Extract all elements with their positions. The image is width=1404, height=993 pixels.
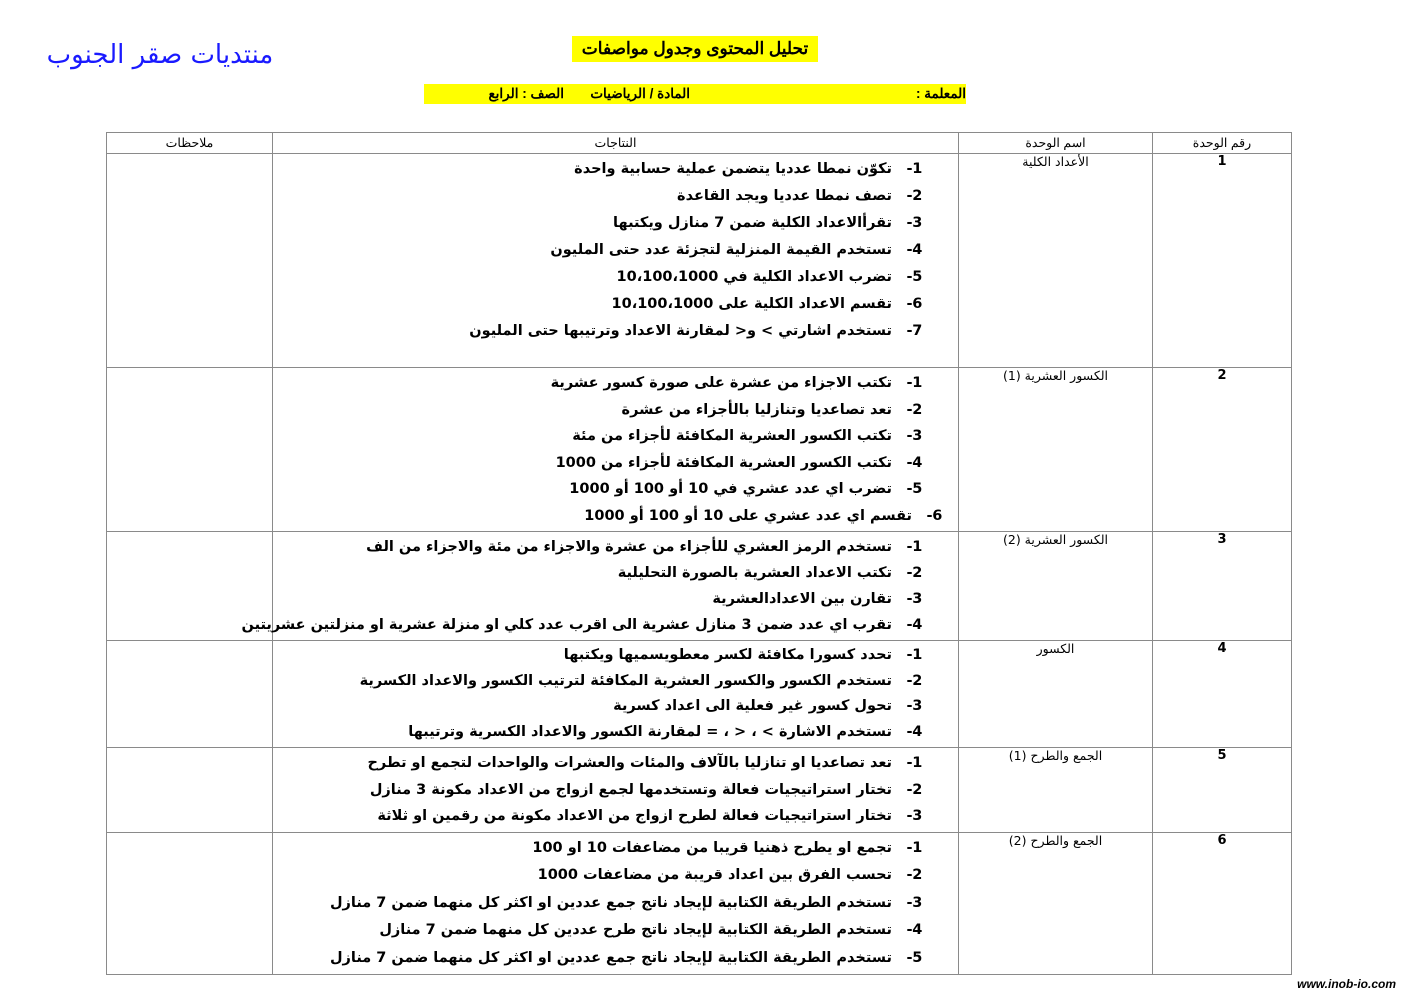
- unit-number: 5: [1153, 748, 1292, 833]
- outcome-item: 5-تضرب اي عدد عشري في 10 أو 100 أو 1000: [569, 481, 922, 497]
- outcome-item: 2-تصف نمطا عدديا ويجد القاعدة: [677, 188, 922, 204]
- unit-name: الكسور العشرية (1): [959, 368, 1153, 532]
- outcome-item: 3-تستخدم الطريقة الكتابية لإيجاد ناتج جمع عددين او اكثر كل منهما ضمن 7 منازل: [329, 894, 922, 911]
- unit-number: 4: [1153, 641, 1292, 748]
- unit-name: الكسور العشرية (2): [959, 532, 1153, 641]
- table-row: [107, 748, 1292, 833]
- outcome-item: 4-تقرب اي عدد ضمن 3 منازل عشرية الى اقرب عدد كلي او منزلة عشرية او منزلتين عشريتين: [241, 617, 922, 633]
- unit-number: 2: [1153, 368, 1292, 532]
- outcomes-list: [273, 748, 958, 832]
- outcomes-list: [241, 532, 958, 640]
- unit-name: الكسور: [959, 641, 1153, 748]
- unit-number: 6: [1153, 832, 1292, 975]
- column-header-unit-number: رقم الوحدة: [1153, 133, 1292, 154]
- unit-name: الأعداد الكلية: [959, 154, 1153, 368]
- table-row: [107, 532, 1292, 641]
- outcome-item: 4-تستخدم الاشارة > ، < ، = لمقارنة الكسور والاعداد الكسرية وترتيبها: [408, 723, 922, 740]
- notes-cell: [107, 832, 273, 975]
- column-header-outcomes: النتاجات: [273, 133, 959, 154]
- outcomes-cell: [273, 832, 959, 975]
- outcome-item: 5-تستخدم الطريقة الكتابية لإيجاد ناتج جمع عددين او اكثر كل منهما ضمن 7 منازل: [329, 949, 922, 966]
- column-header-notes: ملاحظات: [107, 133, 273, 154]
- grade-label: الصف : الرابع: [488, 86, 564, 101]
- document-title: تحليل المحتوى وجدول مواصفات: [572, 36, 818, 62]
- unit-number: 1: [1153, 154, 1292, 368]
- outcomes-list: [273, 154, 958, 347]
- outcome-item: 1-تستخدم الرمز العشري للأجزاء من عشرة والاجزاء من مئة والاجزاء من الف: [366, 539, 922, 555]
- outcome-item: 1-تحدد كسورا مكافئة لكسر معطويسميها ويكتبها: [563, 647, 922, 663]
- outcome-item: 3-تقرأالاعداد الكلية ضمن 7 منازل ويكتبها: [613, 215, 922, 231]
- notes-cell: [107, 154, 273, 368]
- outcome-item: 3-تختار استراتيجيات فعالة لطرح ازواج من الاعداد مكونة من رقمين او ثلاثة: [377, 808, 922, 824]
- outcome-item: 4-تستخدم القيمة المنزلية لتجزئة عدد حتى المليون: [550, 242, 922, 258]
- outcomes-list: [273, 833, 958, 975]
- table-row: [107, 368, 1292, 532]
- outcome-item: 1-تكوّن نمطا عدديا يتضمن عملية حسابية واحدة: [574, 161, 922, 177]
- notes-cell: [107, 368, 273, 532]
- outcome-item: 1-تكتب الاجزاء من عشرة على صورة كسور عشرية: [550, 375, 922, 391]
- subject-label: المادة / الرياضيات: [590, 86, 690, 101]
- outcome-item: 3-تحول كسور غير فعلية الى اعداد كسرية: [613, 698, 922, 714]
- outcomes-list: [273, 641, 958, 747]
- outcome-item: 3-تقارن بين الاعدادالعشرية: [712, 591, 922, 607]
- unit-number: 3: [1153, 532, 1292, 641]
- notes-cell: [107, 748, 273, 833]
- outcomes-cell: [241, 532, 959, 641]
- specification-table: [106, 132, 1292, 975]
- outcome-item: 7-تستخدم اشارتي > و< لمقارنة الاعداد وترتيبها حتى المليون: [469, 323, 922, 339]
- outcome-item: 5-تضرب الاعداد الكلية في 10،100،1000: [616, 269, 922, 285]
- outcome-item: 1-تعد تصاعديا او تنازليا بالآلاف والمئات والعشرات والواحدات لتجمع او تطرح: [367, 755, 922, 771]
- outcomes-cell: [273, 154, 959, 368]
- outcomes-cell: [273, 641, 959, 748]
- footer-watermark-url: www.inob-io.com: [1297, 977, 1396, 991]
- outcome-item: 4-تستخدم الطريقة الكتابية لإيجاد ناتج طرح عددين كل منهما ضمن 7 منازل: [379, 922, 922, 938]
- column-header-unit-name: اسم الوحدة: [959, 133, 1153, 154]
- table-header-row: [107, 133, 1292, 154]
- outcome-item: 2-تحسب الفرق بين اعداد قريبة من مضاعفات 1000: [537, 867, 922, 883]
- outcome-item: 2-تعد تصاعديا وتنازليا بالأجزاء من عشرة: [621, 401, 922, 418]
- outcome-item: 3-تكتب الكسور العشرية المكافئة لأجزاء من مئة: [572, 428, 922, 444]
- site-brand: منتديات صقر الجنوب: [46, 40, 274, 70]
- outcome-item: 6-تقسم اي عدد عشري على 10 أو 100 أو 1000: [584, 507, 942, 524]
- unit-name: الجمع والطرح (1): [959, 748, 1153, 833]
- table-row: [107, 154, 1292, 368]
- outcome-item: 6-تقسم الاعداد الكلية على 10،100،1000: [611, 296, 922, 312]
- outcomes-cell: [273, 748, 959, 833]
- outcome-item: 2-تختار استراتيجيات فعالة وتستخدمها لجمع ازواج من الاعداد مكونة 3 منازل: [369, 781, 922, 798]
- outcome-item: 2-تستخدم الكسور والكسور العشرية المكافئة لترتيب الكسور والاعداد الكسرية: [359, 672, 922, 689]
- outcome-item: 4-تكتب الكسور العشرية المكافئة لأجزاء من 1000: [555, 454, 922, 471]
- outcomes-list: [273, 368, 958, 531]
- outcome-item: 1-تجمع او يطرح ذهنيا قريبا من مضاعفات 10 او 100: [532, 839, 922, 856]
- unit-name: الجمع والطرح (2): [959, 832, 1153, 975]
- teacher-label: المعلمة :: [916, 86, 966, 101]
- table-row: [107, 832, 1292, 975]
- document-info-bar: [424, 84, 966, 104]
- table-row: [107, 641, 1292, 748]
- outcomes-cell: [273, 368, 959, 532]
- notes-cell: [107, 641, 273, 748]
- outcome-item: 2-تكتب الاعداد العشرية بالصورة التحليلية: [617, 565, 922, 581]
